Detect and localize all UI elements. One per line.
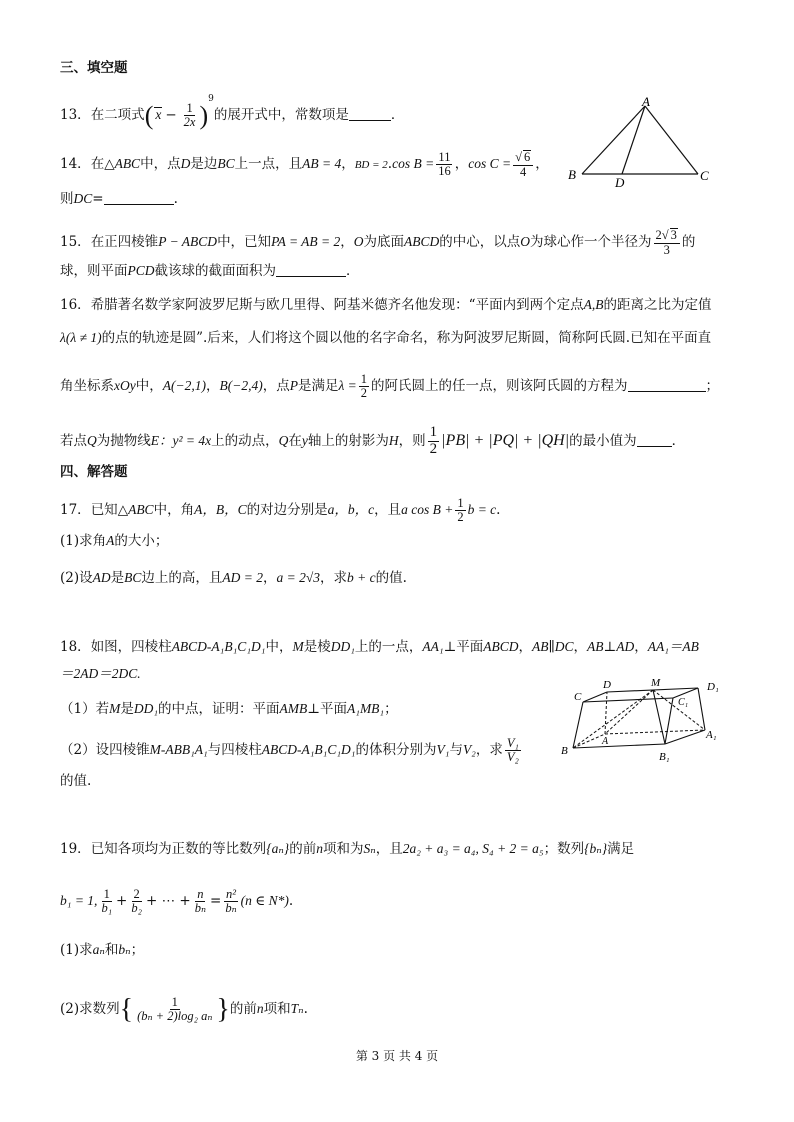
q16-l3f: 的阿氏圆上的任一点，则该阿氏圆的方程为 <box>371 378 628 395</box>
prism-figure <box>555 672 735 764</box>
q13-answer-blank[interactable] <box>349 108 391 121</box>
q19-f3n: n <box>197 887 204 901</box>
q14-text-3: 是边 <box>190 155 218 172</box>
q18-p2b: 与四棱柱 <box>207 742 262 759</box>
q14-l2a: 则 <box>60 191 74 207</box>
question-17-part-2 <box>60 571 407 586</box>
q19-l2e: . <box>288 893 294 910</box>
q19-dots: + ⋯ + <box>145 893 191 910</box>
q14-cosb-frac <box>436 151 453 178</box>
q18-l4: 的值. <box>60 773 92 789</box>
q17-fn: 1 <box>457 496 464 510</box>
edge-b-c <box>573 702 583 748</box>
q17-p2f: 的值. <box>375 570 407 586</box>
q15-radius-num: 2√ 3 <box>654 228 680 244</box>
question-17-line-1 <box>60 497 500 524</box>
q16-ab: A,B <box>583 297 604 312</box>
segment-ad <box>622 106 645 174</box>
q19-p2c: 项和 <box>263 1001 291 1018</box>
q14-cosb-den: 16 <box>438 163 451 178</box>
q14-bd: BD = 2 <box>354 158 388 171</box>
q14-cosb-num: 11 <box>438 149 451 164</box>
q17-t2: 中，角 <box>153 502 195 519</box>
q16-l3b: 中， <box>135 378 163 395</box>
q18-fn: V₁ <box>506 736 519 750</box>
q18-l1g: ， <box>573 639 588 655</box>
q19-f1d: b₁ <box>101 901 113 916</box>
q16-parabola: y² = 4x <box>172 432 212 448</box>
q17-ad-eq: AD = 2 <box>222 570 263 585</box>
q17-p2b: 是 <box>110 570 125 586</box>
section-heading-answer: 四、解答题 <box>60 464 128 480</box>
q15-rd: 3 <box>663 242 670 257</box>
question-19-part-2 <box>60 994 308 1026</box>
q16-ld: 2 <box>360 386 368 401</box>
edge-b-a <box>573 734 605 748</box>
q18-eq1: AA₁＝AB <box>647 639 699 654</box>
q18-l2: ＝2AD＝2DC. <box>60 666 141 681</box>
q13-paren-close: ) <box>199 100 209 130</box>
q13-minus: − <box>165 107 177 123</box>
q16-expression: |PB| + |PQ| + |QH| <box>441 431 570 449</box>
q18-amb: AMB <box>279 701 308 716</box>
q18-prism2: ABCD-A₁B₁C₁D₁ <box>261 742 356 758</box>
q19-frac-1 <box>99 888 114 915</box>
q14-l2b: = <box>92 191 104 207</box>
q17-half-frac <box>455 497 465 524</box>
q19-condition: (n ∈ N*) <box>240 893 289 909</box>
q16-p: P <box>289 378 298 394</box>
q18-m1: M <box>109 701 121 716</box>
q18-volume-frac <box>505 737 521 764</box>
q14-text-4: 上一点，且 <box>234 155 303 172</box>
q19-frac-3 <box>193 888 208 915</box>
q17-a-eq: a = 2√3 <box>276 570 321 585</box>
q19-brace-open: { <box>119 994 134 1026</box>
q19-eq2: = <box>210 893 222 910</box>
q18-p1b: 是 <box>120 701 134 717</box>
q18-dd1-2: DD₁ <box>133 701 159 716</box>
q14-point-d: D <box>180 155 191 171</box>
q19-an: {aₙ} <box>266 841 290 856</box>
q17-p1b: 的大小； <box>114 533 169 549</box>
side-ac <box>645 106 698 174</box>
q16-l3e: 是满足 <box>297 378 339 395</box>
q19-frac-4 <box>223 888 238 915</box>
label-a1: A₁ <box>706 729 717 741</box>
label-b1: B₁ <box>659 751 670 763</box>
q16-point-b: B(−2,4) <box>219 378 263 394</box>
q14-text-1: 在 <box>90 155 105 172</box>
edge-a-d <box>605 692 607 734</box>
q14-text-2: 中，点 <box>140 155 181 172</box>
q16-h: H <box>388 432 399 448</box>
q16-l2: 的点的轨迹是圆”.后来，人们将这个圆以他的名字命名，称为阿波罗尼斯圆，简称阿氏圆.已知在平面直 <box>101 330 712 346</box>
q19-sn: Sₙ <box>363 841 376 856</box>
q15-radius-frac <box>654 228 680 257</box>
q18-aa1: AA₁ <box>422 639 444 654</box>
q17-abc: A，B，C <box>194 502 247 518</box>
q16-l3d: ，点 <box>262 378 290 395</box>
q19-f1n: 1 <box>103 887 110 901</box>
side-ab <box>582 106 645 174</box>
q16-l1b: 的距离之比为定值 <box>603 297 712 313</box>
q16-l4g: 的最小值为 <box>569 432 637 449</box>
q19-p1a: (1)求 <box>60 942 93 958</box>
question-19-line-1 <box>60 842 634 857</box>
q18-l1d: 上的一点， <box>354 639 423 655</box>
q13-frac-den: 2x <box>183 115 196 129</box>
q13-frac-num: 1 <box>186 100 193 115</box>
q18-pyramid: M-ABB₁A₁ <box>149 742 208 758</box>
q13-text-2: 的展开式中，常数项是 <box>213 107 349 123</box>
q17-p1: (1)求角 <box>60 533 107 549</box>
q19-tn: Tₙ <box>290 1001 304 1017</box>
question-19-part-1 <box>60 943 144 958</box>
label-d: D <box>615 175 625 190</box>
q16-lambda: λ(λ ≠ 1) <box>60 330 102 345</box>
q15-rn2: 3 <box>670 228 677 242</box>
q17-p2d: ， <box>263 570 277 586</box>
question-14-line-2 <box>60 192 178 207</box>
q15-l2c: ． <box>346 263 360 279</box>
q18-p2c: 的体积分别为 <box>355 742 437 759</box>
question-16-line-4 <box>60 425 685 458</box>
q18-p1e: ； <box>384 701 398 717</box>
q13-exponent: 9 <box>208 94 214 104</box>
q17-bc: BC <box>124 570 142 585</box>
q17-t1: 已知 <box>90 502 118 519</box>
q14-l2c: . <box>173 191 178 207</box>
q19-eq: 2a₂ + a₃ = a₄, S₄ + 2 = a₅ <box>402 841 544 856</box>
q19-l1b: 的前 <box>289 841 317 857</box>
segment-m-b <box>573 690 653 748</box>
q19-f4n: n² <box>225 887 236 901</box>
q16-l3c: ， <box>205 378 220 395</box>
q19-b1: b₁ = 1, <box>60 893 98 909</box>
q17-p2e: ，求 <box>320 570 348 586</box>
q15-t4: 为底面 <box>363 233 405 250</box>
q15-t1: 在正四棱锥 <box>90 233 159 250</box>
edge-b-b1 <box>573 744 665 748</box>
q19-l1a: 已知各项均为正数的等比数列 <box>90 841 267 857</box>
q19-p2b: 的前 <box>229 1001 257 1018</box>
q16-half-frac <box>428 425 440 458</box>
q15-answer-blank[interactable] <box>276 264 346 277</box>
question-15-line-2 <box>60 264 360 279</box>
label-a: A <box>642 96 650 109</box>
question-19-line-2 <box>60 888 293 915</box>
q16-answer-blank-1[interactable] <box>628 379 706 392</box>
q15-pcd: PCD <box>127 263 155 278</box>
q19-p1c: ； <box>130 942 145 958</box>
edge-c-d <box>583 692 607 702</box>
q16-lambda-frac <box>359 373 369 400</box>
q16-l1: 希腊著名数学家阿波罗尼斯与欧几里得、阿基米德齐名他发现：“平面内到两个定点 <box>90 297 584 313</box>
q19-plus: + <box>116 893 128 910</box>
q16-l4f: ，则 <box>398 432 426 449</box>
triangle-figure <box>560 96 720 192</box>
q18-a1mb1: A₁MB₁ <box>347 701 385 716</box>
label-c1: C₁ <box>678 697 689 708</box>
q15-number: 15． <box>60 233 91 250</box>
q19-a: aₙ <box>92 942 105 957</box>
q16-l4d: 在 <box>288 432 302 449</box>
q14-bc: BC <box>217 155 235 171</box>
q18-p1a: （1）若 <box>60 701 110 717</box>
q19-f2d: b₂ <box>131 901 142 916</box>
q18-perp: AB⊥AD <box>587 639 635 654</box>
q14-cosc-den: 4 <box>520 164 527 179</box>
q16-y: y <box>301 432 308 448</box>
q14-number: 14． <box>60 155 91 172</box>
q15-pa: PA = AB = 2 <box>271 233 341 249</box>
q19-p2a: (2)求数列 <box>60 1001 120 1018</box>
label-d: D <box>603 679 611 691</box>
q17-eqb: b = c <box>467 502 497 518</box>
q14-dot: . <box>387 155 393 172</box>
question-14-line-1 <box>60 150 549 179</box>
q18-p2e: ，求 <box>475 742 503 759</box>
q19-p1b: 和 <box>104 942 119 958</box>
q15-l2a: 球，则平面 <box>60 263 128 279</box>
q19-fn: 1 <box>171 995 178 1009</box>
q16-q: Q <box>87 432 97 448</box>
q16-l4c: 上的动点， <box>211 432 279 449</box>
q13-sqrt-x: x <box>155 107 162 122</box>
question-15-line-1 <box>60 228 695 257</box>
q18-l1h: ， <box>634 639 648 655</box>
q18-parallel: AB∥DC <box>532 639 574 654</box>
q19-l1f: 满足 <box>607 841 635 857</box>
q15-t2: 中，已知 <box>217 233 272 250</box>
q17-p2a: (2)设 <box>60 570 93 586</box>
q18-p2d: 与 <box>449 742 463 759</box>
q14-sep-2: ， <box>454 155 469 172</box>
q14-ab: AB = 4 <box>302 155 342 171</box>
question-16-line-2 <box>60 331 711 346</box>
q18-dd1: DD₁ <box>330 639 355 654</box>
q13-paren-open: ( <box>144 100 154 130</box>
q17-t5: . <box>496 502 501 519</box>
q18-v1: V₁ <box>436 742 450 758</box>
q15-l2b: 截该球的截面面积为 <box>154 263 276 279</box>
q16-l4h: ． <box>671 432 686 449</box>
q15-pyramid: P − ABCD <box>158 233 218 249</box>
q13-text-3: ． <box>390 107 405 123</box>
q18-p2a: （2）设四棱锥 <box>60 742 150 759</box>
question-18-line-1 <box>60 640 699 655</box>
question-17-part-1 <box>60 534 168 549</box>
q16-l3g: ； <box>705 378 720 395</box>
q17-p2c: 边上的高，且 <box>141 570 223 586</box>
q18-number: 18． <box>60 639 91 655</box>
label-b: B <box>561 745 568 757</box>
q13-number: 13． <box>60 107 91 123</box>
label-m: M <box>651 677 661 689</box>
q19-f3d: bₙ <box>194 901 207 916</box>
q18-m: M <box>292 639 304 654</box>
question-16-line-3 <box>60 373 719 400</box>
q18-p1c: 的中点，证明：平面 <box>158 701 280 717</box>
q17-ad: AD <box>92 570 111 585</box>
q18-v2: V₂ <box>462 742 476 758</box>
q16-point-a: A(−2,1) <box>162 378 206 394</box>
q15-t3: ， <box>340 233 354 250</box>
q19-n2: n <box>256 1001 264 1017</box>
q14-cosc: cos C = <box>468 155 512 171</box>
q18-l1b: 中， <box>265 639 293 655</box>
question-18-part-2 <box>60 737 523 764</box>
q17-a-angle: A <box>106 533 115 548</box>
edge-b1-c1 <box>665 698 673 744</box>
q13-fraction <box>182 102 198 129</box>
q14-cosb: cos B = <box>392 155 435 171</box>
q19-sum-frac <box>135 996 214 1023</box>
q14-triangle: △ABC <box>104 155 141 171</box>
edge-b1-a1 <box>665 730 705 744</box>
q14-tail: ， <box>535 155 549 172</box>
q17-fd: 2 <box>457 510 464 525</box>
q19-l1e: ；数列 <box>543 841 585 857</box>
q17-t4: ，且 <box>374 502 402 519</box>
q15-abcd: ABCD <box>404 233 440 249</box>
q18-fd: V₂ <box>506 750 519 765</box>
q15-o2: O <box>520 233 531 249</box>
question-16-line-1 <box>60 298 711 313</box>
q19-f4d: bₙ <box>225 901 237 916</box>
q14-answer-blank[interactable] <box>104 192 174 205</box>
q16-hn: 1 <box>429 424 438 440</box>
q16-hd: 2 <box>429 440 438 457</box>
q15-rn1: 2 <box>655 228 662 242</box>
q14-sep: ， <box>341 155 355 172</box>
q19-f2n: 2 <box>133 887 140 901</box>
q19-b: bₙ <box>118 942 131 957</box>
q14-cosc-frac <box>513 150 533 179</box>
q14-dc: DC <box>73 191 93 206</box>
q18-abcd: ABCD <box>483 639 519 654</box>
q14-cosc-num-val: 6 <box>523 150 531 164</box>
label-c: C <box>574 691 582 703</box>
q16-xoy: xOy <box>114 378 136 394</box>
q15-t5: 的中心，以点 <box>439 233 521 250</box>
edge-a-a1 <box>605 730 705 734</box>
q14-cosc-num: √ 6 <box>513 150 533 166</box>
q17-number: 17． <box>60 502 91 519</box>
q16-lambda2: λ = <box>338 378 357 394</box>
q15-t6: 为球心作一个半径为 <box>530 233 652 250</box>
q13-text-1: 在二项式 <box>90 107 145 123</box>
q16-l4e: 轴上的射影为 <box>307 432 389 449</box>
q19-l1c: 项和为 <box>322 841 364 857</box>
q18-l1f: ， <box>518 639 533 655</box>
page-footer: 第 3 页 共 4 页 <box>355 1049 439 1063</box>
label-d1: D₁ <box>707 681 719 693</box>
q16-l4b: 为抛物线 <box>96 432 151 449</box>
q19-n: n <box>316 841 323 856</box>
q16-l4a: 若点 <box>60 432 87 449</box>
q19-l1d: ，且 <box>375 841 403 857</box>
q19-frac-2 <box>129 888 144 915</box>
q18-p1d: ⊥平面 <box>307 701 347 717</box>
q17-tri: △ABC <box>117 502 154 518</box>
q18-prism: ABCD-A₁B₁C₁D₁ <box>171 639 266 654</box>
q17-bc-sum: b + c <box>347 570 376 585</box>
q18-l1e: ⊥平面 <box>443 639 484 655</box>
q18-l1a: 如图，四棱柱 <box>90 639 172 655</box>
q16-l3a: 角坐标系 <box>60 378 114 395</box>
q19-fd: (bₙ + 2)log₂ aₙ <box>137 1009 213 1024</box>
label-c: C <box>700 168 709 183</box>
q19-bn: {bₙ} <box>584 841 608 856</box>
q17-t3: 的对边分别是 <box>246 502 328 519</box>
q16-q2: Q <box>278 432 289 448</box>
segment-m-a <box>605 690 653 734</box>
question-18-line-4 <box>60 775 91 789</box>
section-heading-fill-in: 三、填空题 <box>60 60 128 76</box>
q17-eqa: a cos B + <box>401 502 454 518</box>
label-a: A <box>602 736 609 747</box>
q19-p2d: . <box>303 1001 308 1018</box>
edge-c-c1 <box>583 698 673 702</box>
q19-brace-close: } <box>216 994 230 1026</box>
label-b: B <box>568 167 576 182</box>
q16-number: 16． <box>60 297 91 313</box>
edge-a1-d1 <box>698 688 705 730</box>
question-18-line-2 <box>60 667 141 682</box>
q15-o: O <box>353 233 364 249</box>
question-13 <box>60 95 404 129</box>
question-18-part-1 <box>60 702 398 717</box>
q16-ln: 1 <box>360 372 368 386</box>
q18-l1c: 是棱 <box>303 639 331 655</box>
q16-answer-blank-2[interactable] <box>637 434 672 447</box>
q16-e: E： <box>150 432 173 448</box>
q17-sides: a，b，c <box>327 502 375 518</box>
q15-t7: 的 <box>681 233 696 250</box>
q19-number: 19． <box>60 841 91 857</box>
